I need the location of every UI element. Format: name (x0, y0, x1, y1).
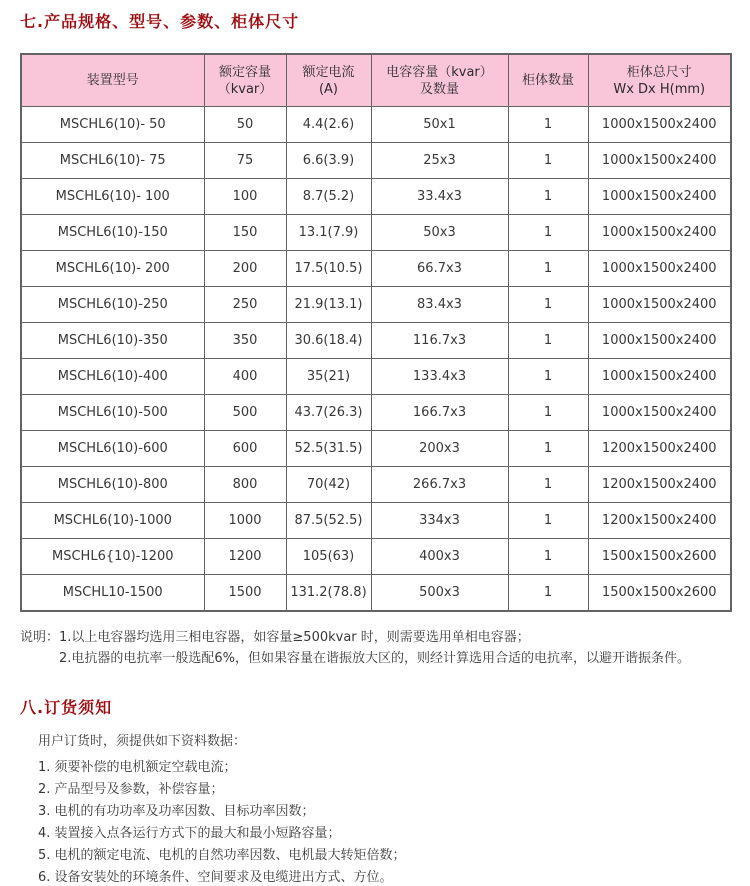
column-header-line: 柜体数量 (521, 73, 574, 88)
table-cell: 13.1(7.9) (286, 215, 371, 251)
table-cell: 8.7(5.2) (286, 179, 371, 215)
ordering-list (38, 757, 750, 886)
table-cell: 500 (204, 395, 286, 431)
table-row (21, 539, 731, 575)
column-header (508, 54, 588, 107)
table-cell: MSCHL6(10)-350 (21, 323, 204, 359)
table-cell: MSCHL6(10)- 50 (21, 107, 204, 143)
ordering-block (38, 732, 750, 886)
table-cell: 1 (508, 323, 588, 359)
table-cell: 1 (508, 215, 588, 251)
table-cell: 1 (508, 539, 588, 575)
table-cell: MSCHL10-1500 (21, 575, 204, 612)
table-cell: 600 (204, 431, 286, 467)
table-cell: 1 (508, 143, 588, 179)
table-cell: 1 (508, 395, 588, 431)
column-header (371, 54, 508, 107)
table-cell: 1200x1500x2400 (588, 431, 731, 467)
column-header-line: Wx Dx H(mm) (613, 81, 706, 97)
table-cell: 800 (204, 467, 286, 503)
table-cell: 200x3 (371, 431, 508, 467)
table-row (21, 251, 731, 287)
table-cell: 83.4x3 (371, 287, 508, 323)
table-cell: MSCHL6(10)-800 (21, 467, 204, 503)
table-cell: 131.2(78.8) (286, 575, 371, 612)
table-cell: 1000x1500x2400 (588, 143, 731, 179)
table-cell: MSCHL6{10)-1200 (21, 539, 204, 575)
table-cell: 1 (508, 287, 588, 323)
table-cell: 1 (508, 251, 588, 287)
table-cell: 1000x1500x2400 (588, 287, 731, 323)
column-header-line: (A) (318, 81, 339, 97)
table-cell: 116.7x3 (371, 323, 508, 359)
table-cell: 1200x1500x2400 (588, 467, 731, 503)
table-cell: 6.6(3.9) (286, 143, 371, 179)
table-cell: MSCHL6(10)-1000 (21, 503, 204, 539)
table-cell: 1 (508, 107, 588, 143)
table-cell: MSCHL6(10)- 200 (21, 251, 204, 287)
table-cell: 350 (204, 323, 286, 359)
column-header-line: 装置型号 (86, 73, 139, 88)
spec-table-body (21, 107, 731, 612)
table-cell: 4.4(2.6) (286, 107, 371, 143)
note-line-1: 说明：1.以上电容器均选用三相电容器，如容量≥500kvar 时，则需要选用单相电容器； (20, 630, 530, 645)
ordering-item: 3. 电机的有功功率及功率因数、目标功率因数； (38, 804, 315, 819)
notes-block (20, 627, 750, 669)
product-spec-table (20, 53, 732, 612)
table-cell: 66.7x3 (371, 251, 508, 287)
table-row (21, 215, 731, 251)
ordering-item: 6. 设备安装处的环境条件、空间要求及电缆进出方式、方位。 (38, 870, 393, 885)
table-row (21, 143, 731, 179)
table-cell: 1000x1500x2400 (588, 323, 731, 359)
table-cell: MSCHL6(10)-400 (21, 359, 204, 395)
table-cell: 52.5(31.5) (286, 431, 371, 467)
table-cell: 1000x1500x2400 (588, 395, 731, 431)
table-cell: 334x3 (371, 503, 508, 539)
section-7-title: 七.产品规格、型号、参数、柜体尺寸 (20, 12, 300, 31)
column-header-line: 额定容量 (218, 64, 271, 80)
table-cell: 75 (204, 143, 286, 179)
table-cell: 200 (204, 251, 286, 287)
table-cell: 1 (508, 575, 588, 612)
table-cell: 1500x1500x2600 (588, 539, 731, 575)
table-row (21, 575, 731, 612)
table-row (21, 467, 731, 503)
table-cell: 17.5(10.5) (286, 251, 371, 287)
table-cell: 100 (204, 179, 286, 215)
column-header (21, 54, 204, 107)
table-cell: 1000x1500x2400 (588, 215, 731, 251)
table-cell: 50x3 (371, 215, 508, 251)
table-cell: MSCHL6(10)- 75 (21, 143, 204, 179)
table-cell: 1500x1500x2600 (588, 575, 731, 612)
ordering-item: 5. 电机的额定电流、电机的自然功率因数、电机最大转矩倍数； (38, 848, 406, 863)
table-cell: 1200x1500x2400 (588, 503, 731, 539)
table-cell: 1200 (204, 539, 286, 575)
table-cell: 35(21) (286, 359, 371, 395)
table-row (21, 395, 731, 431)
column-header (286, 54, 371, 107)
table-cell: 70(42) (286, 467, 371, 503)
table-cell: 1 (508, 359, 588, 395)
table-cell: MSCHL6(10)-250 (21, 287, 204, 323)
column-header-line: 额定电流 (302, 64, 355, 80)
table-cell: 250 (204, 287, 286, 323)
ordering-item: 4. 装置接入点各运行方式下的最大和最小短路容量； (38, 826, 341, 841)
column-header-line: 柜体总尺寸 (626, 64, 692, 80)
table-cell: MSCHL6(10)- 100 (21, 179, 204, 215)
table-row (21, 179, 731, 215)
table-row (21, 431, 731, 467)
table-cell: 1 (508, 467, 588, 503)
table-cell: 1 (508, 179, 588, 215)
table-cell: 1000x1500x2400 (588, 107, 731, 143)
table-cell: MSCHL6(10)-150 (21, 215, 204, 251)
table-cell: 105(63) (286, 539, 371, 575)
table-row (21, 287, 731, 323)
table-cell: 1000x1500x2400 (588, 359, 731, 395)
table-cell: 43.7(26.3) (286, 395, 371, 431)
ordering-item: 1. 须要补偿的电机额定空载电流； (38, 760, 237, 775)
table-row (21, 503, 731, 539)
table-cell: 150 (204, 215, 286, 251)
table-cell: 50 (204, 107, 286, 143)
table-cell: 50x1 (371, 107, 508, 143)
table-cell: 1 (508, 503, 588, 539)
table-cell: 1500 (204, 575, 286, 612)
table-cell: 400 (204, 359, 286, 395)
table-cell: 166.7x3 (371, 395, 508, 431)
table-cell: MSCHL6(10)-500 (21, 395, 204, 431)
table-cell: 21.9(13.1) (286, 287, 371, 323)
table-cell: 1000x1500x2400 (588, 179, 731, 215)
spec-table-header (21, 54, 731, 107)
table-row (21, 107, 731, 143)
table-cell: 500x3 (371, 575, 508, 612)
table-cell: 33.4x3 (371, 179, 508, 215)
section-8-title: 八.订货须知 (20, 698, 113, 717)
table-row (21, 359, 731, 395)
header-row (21, 54, 731, 107)
table-cell: 133.4x3 (371, 359, 508, 395)
table-cell: 266.7x3 (371, 467, 508, 503)
note-line-2: 2.电抗器的电抗率一般选配6%，但如果容量在谐振放大区的，则经计算选用合适的电抗率，以避开谐振条件。 (59, 651, 691, 666)
table-row (21, 323, 731, 359)
column-header (204, 54, 286, 107)
ordering-intro: 用户订货时，须提供如下资料数据： (38, 734, 247, 749)
table-cell: 400x3 (371, 539, 508, 575)
column-header-line: 及数量 (419, 81, 459, 97)
table-cell: MSCHL6(10)-600 (21, 431, 204, 467)
table-cell: 87.5(52.5) (286, 503, 371, 539)
table-cell: 1 (508, 431, 588, 467)
column-header-line: （kvar） (217, 81, 273, 97)
column-header-line: 电容容量（kvar） (386, 64, 493, 80)
table-cell: 1000x1500x2400 (588, 251, 731, 287)
table-cell: 30.6(18.4) (286, 323, 371, 359)
ordering-item: 2. 产品型号及参数，补偿容量； (38, 782, 224, 797)
table-cell: 1000 (204, 503, 286, 539)
column-header (588, 54, 731, 107)
table-cell: 25x3 (371, 143, 508, 179)
